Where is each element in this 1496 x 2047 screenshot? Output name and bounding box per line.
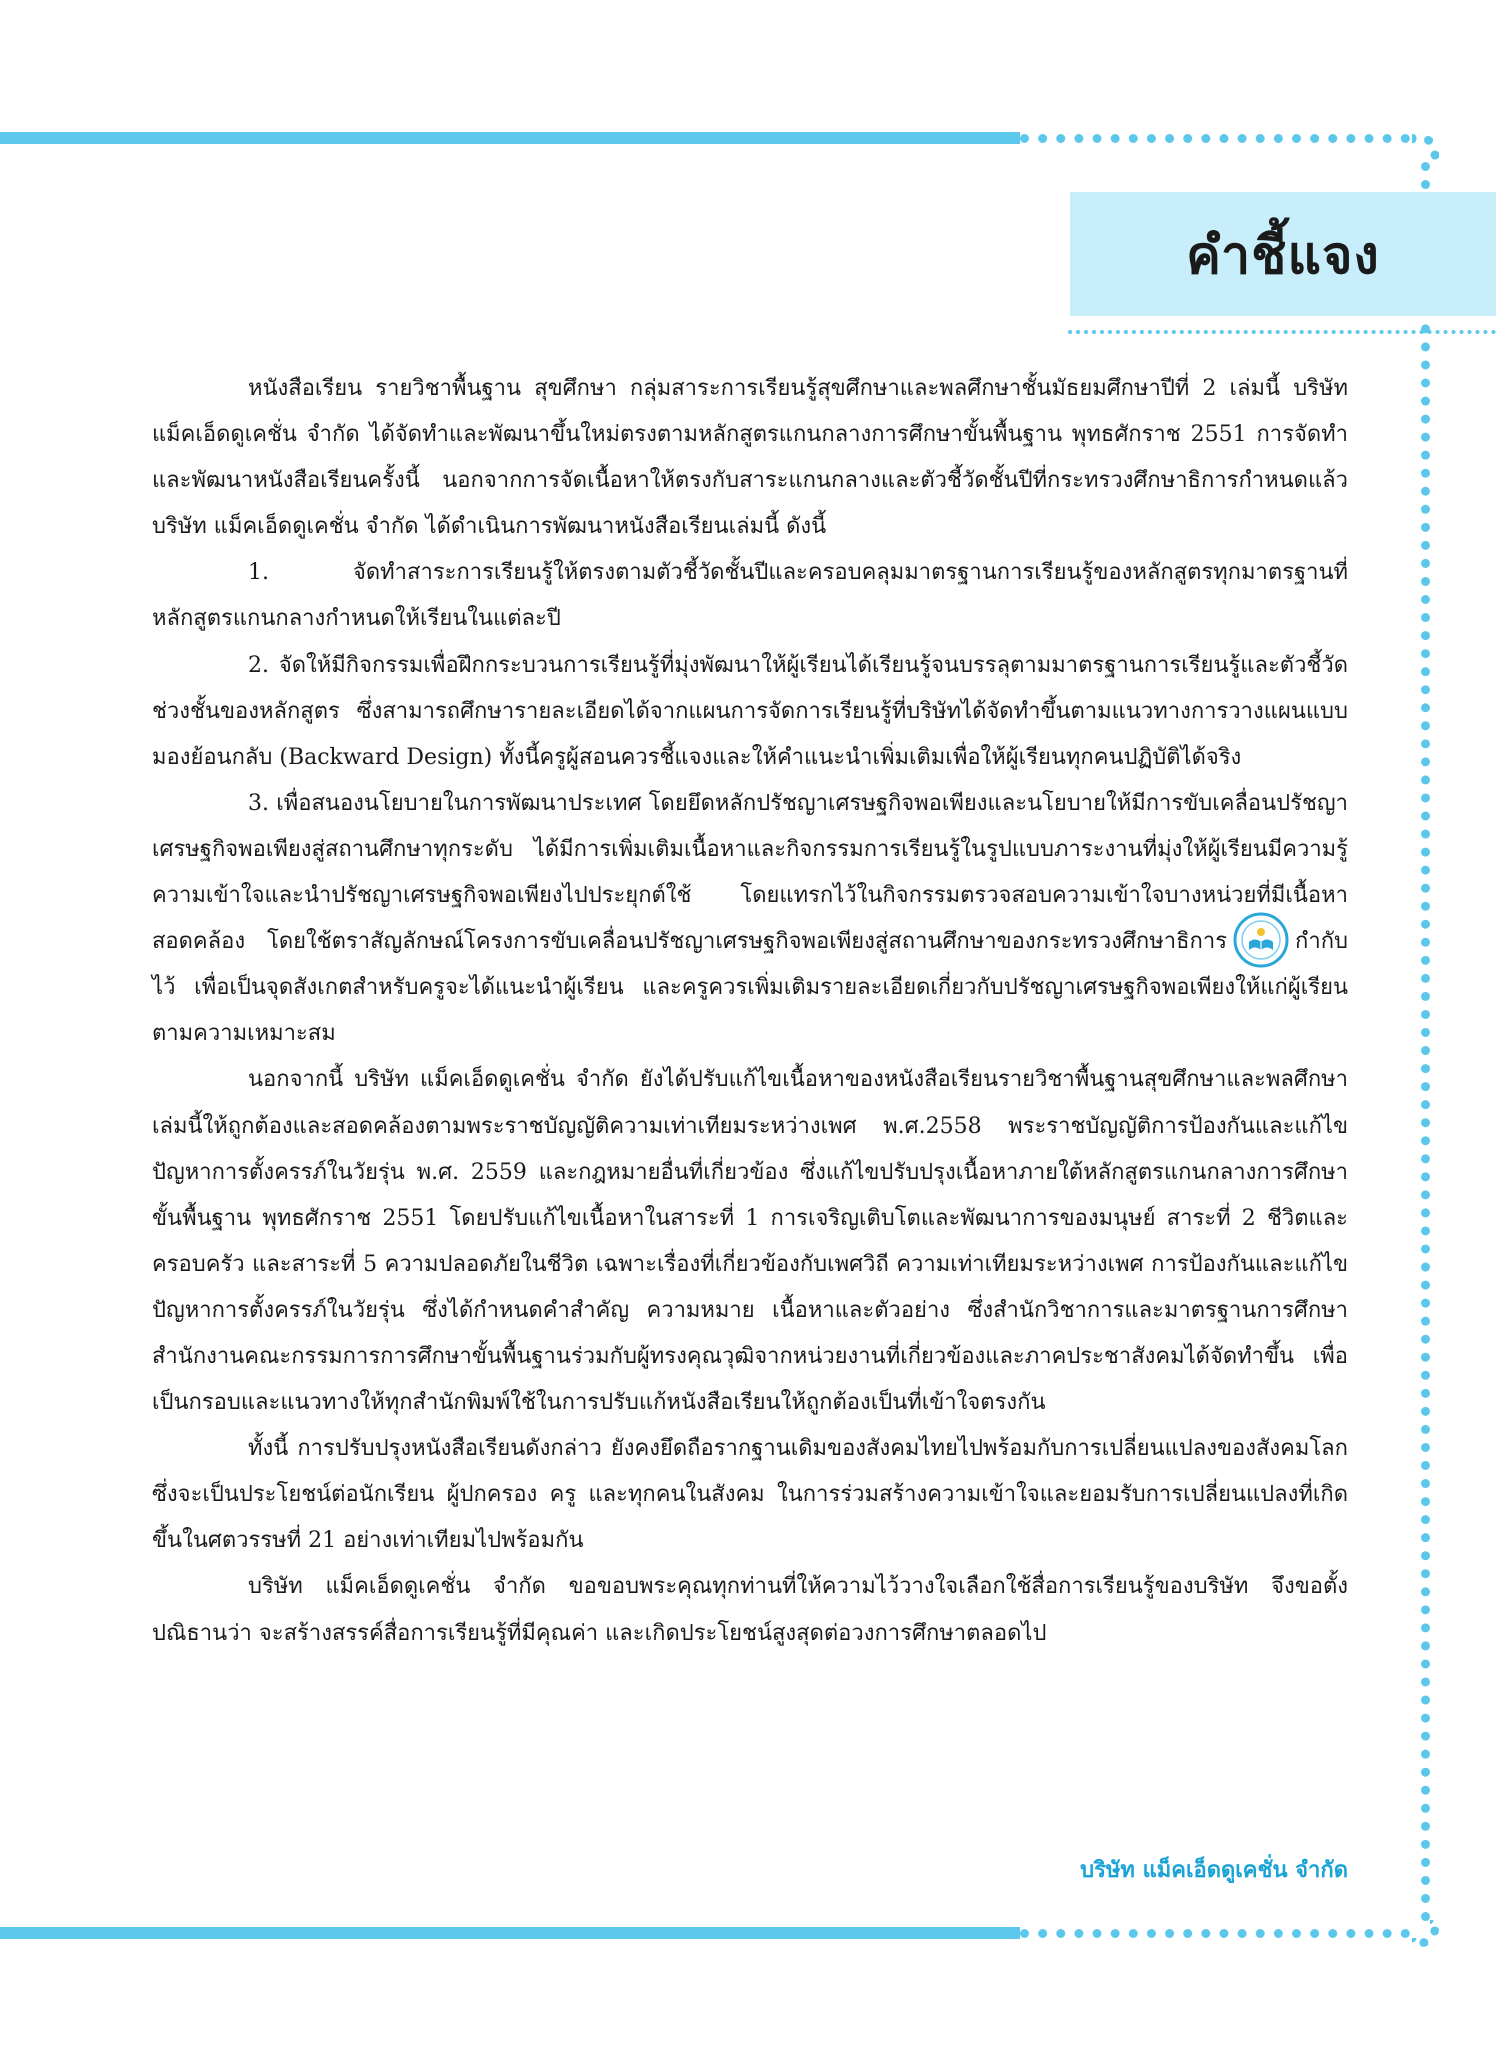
bottom-border-line — [0, 1927, 1020, 1939]
paragraph-item-3-part-1: 3. เพื่อสนองนโยบายในการพัฒนาประเทศ โดยยึดหลักปรัชญาเศรษฐกิจพอเพียงและนโยบายให้มีการขับเคลื่อนปรัชญาเศรษฐกิจพอเพียงสู่สถานศึกษาทุกระดับ ได้มีการเพิ่มเติมเนื้อหาและกิจกรรมการเรียนรู้ในรูปแบบภาระงานที่มุ่งให้ผู้เรียนมีความรู้ความเข้าใจและนำปรัชญาเศรษฐกิจพอเพียงไปประยุกต์ใช้ โดยแทรกไว้ในกิจกรรมตรวจสอบความเข้าใจบางหน่วยที่มีเนื้อหาสอดคล้อง โดยใช้ตราสัญลักษณ์โครงการขับเคลื่อนปรัชญาเศรษฐกิจพอเพียงสู่สถานศึกษาของกระทรวงศึกษาธิการ — [152, 790, 1348, 955]
top-right-corner — [1412, 134, 1439, 161]
heading-underline — [1068, 330, 1496, 334]
paragraph-revision: นอกจากนี้ บริษัท แม็คเอ็ดดูเคชั่น จำกัด ยังได้ปรับแก้ไขเนื้อหาของหนังสือเรียนรายวิชาพื้นฐานสุขศึกษาและพลศึกษาเล่มนี้ให้ถูกต้องและสอดคล้องตามพระราชบัญญัติความเท่าเทียมระหว่างเพศ พ.ศ.2558 พระราชบัญญัติการป้องกันและแก้ไขปัญหาการตั้งครรภ์ในวัยรุ่น พ.ศ. 2559 และกฎหมายอื่นที่เกี่ยวข้อง ซึ่งแก้ไขปรับปรุงเนื้อหาภายใต้หลักสูตรแกนกลางการศึกษาขั้นพื้นฐาน พุทธศักราช 2551 โดยปรับแก้ไขเนื้อหาในสาระที่ 1 การเจริญเติบโตและพัฒนาการของมนุษย์ สาระที่ 2 ชีวิตและครอบครัว และสาระที่ 5 ความปลอดภัยในชีวิต เฉพาะเรื่องที่เกี่ยวข้องกับเพศวิถี ความเท่าเทียมระหว่างเพศ การป้องกันและแก้ไขปัญหาการตั้งครรภ์ในวัยรุ่น ซึ่งได้กำหนดคำสำคัญ ความหมาย เนื้อหาและตัวอย่าง ซึ่งสำนักวิชาการและมาตรฐานการศึกษา สำนักงานคณะกรรมการการศึกษาขั้นพื้นฐานร่วมกับผู้ทรงคุณวุฒิจากหน่วยงานที่เกี่ยวข้องและภาคประชาสังคมได้จัดทำขึ้น เพื่อเป็นกรอบและแนวทางให้ทุกสำนักพิมพ์ใช้ในการปรับแก้หนังสือเรียนให้ถูกต้องเป็นที่เข้าใจตรงกัน — [152, 1067, 1348, 1416]
paragraph-item-1: 1. จัดทำสาระการเรียนรู้ให้ตรงตามตัวชี้วัดชั้นปีและครอบคลุมมาตรฐานการเรียนรู้ของหลักสูตรทุกมาตรฐานที่หลักสูตรแกนกลางกำหนดให้เรียนในแต่ละปี — [152, 560, 1348, 632]
heading-box — [1070, 192, 1496, 316]
paragraph-item-3 — [152, 781, 1348, 1058]
paragraph-intro: หนังสือเรียน รายวิชาพื้นฐาน สุขศึกษา กลุ่มสาระการเรียนรู้สุขศึกษาและพลศึกษาชั้นมัธยมศึกษาปีที่ 2 เล่มนี้ บริษัท แม็คเอ็ดดูเคชั่น จำกัด ได้จัดทำและพัฒนาขึ้นใหม่ตรงตามหลักสูตรแกนกลางการศึกษาขั้นพื้นฐาน พุทธศักราช 2551 การจัดทำและพัฒนาหนังสือเรียนครั้งนี้ นอกจากการจัดเนื้อหาให้ตรงกับสาระแกนกลางและตัวชี้วัดชั้นปีที่กระทรวงศึกษาธิการกำหนดแล้ว บริษัท แม็คเอ็ดดูเคชั่น จำกัด ได้ดำเนินการพัฒนาหนังสือเรียนเล่มนี้ ดังนี้ — [152, 376, 1348, 540]
top-border-line — [0, 132, 1020, 144]
bottom-right-corner — [1412, 1920, 1439, 1947]
sufficiency-economy-emblem-icon — [1233, 912, 1289, 968]
bottom-border-dots — [1020, 1929, 1410, 1938]
right-border-dots — [1421, 162, 1430, 1922]
paragraph-thanks: บริษัท แม็คเอ็ดดูเคชั่น จำกัด ขอขอบพระคุณทุกท่านที่ให้ความไว้วางใจเลือกใช้สื่อการเรียนรู้ของบริษัท จึงขอตั้งปณิธานว่า จะสร้างสรรค์สื่อการเรียนรู้ที่มีคุณค่า และเกิดประโยชน์สูงสุดต่อวงการศึกษาตลอดไป — [152, 1574, 1348, 1646]
body-text — [152, 366, 1348, 1657]
page-title: คำชี้แจง — [1186, 225, 1380, 286]
paragraph-item-3-part-2: กำกับไว้ เพื่อเป็นจุดสังเกตสำหรับครูจะได้แนะนำผู้เรียน และครูควรเพิ่มเติมรายละเอียดเกี่ยวกับปรัชญาเศรษฐกิจพอเพียงให้แก่ผู้เรียนตามความเหมาะสม — [152, 929, 1348, 1047]
paragraph-item-2: 2. จัดให้มีกิจกรรมเพื่อฝึกกระบวนการเรียนรู้ที่มุ่งพัฒนาให้ผู้เรียนได้เรียนรู้จนบรรลุตามมาตรฐานการเรียนรู้และตัวชี้วัดช่วงชั้นของหลักสูตร ซึ่งสามารถศึกษารายละเอียดได้จากแผนการจัดการเรียนรู้ที่บริษัทได้จัดทำขึ้นตามแนวทางการวางแผนแบบมองย้อนกลับ (Backward Design) ทั้งนี้ครูผู้สอนควรชี้แจงและให้คำแนะนำเพิ่มเติมเพื่อให้ผู้เรียนทุกคนปฏิบัติได้จริง — [152, 652, 1348, 770]
publisher-signature: บริษัท แม็คเอ็ดดูเคชั่น จำกัด — [1080, 1858, 1348, 1883]
top-border-dots — [1020, 134, 1410, 143]
paragraph-scope: ทั้งนี้ การปรับปรุงหนังสือเรียนดังกล่าว ยังคงยึดถือรากฐานเดิมของสังคมไทยไปพร้อมกับการเปลี่ยนแปลงของสังคมโลก ซึ่งจะเป็นประโยชน์ต่อนักเรียน ผู้ปกครอง ครู และทุกคนในสังคม ในการร่วมสร้างความเข้าใจและยอมรับการเปลี่ยนแปลงที่เกิดขึ้นในศตวรรษที่ 21 อย่างเท่าเทียมไปพร้อมกัน — [152, 1436, 1348, 1554]
